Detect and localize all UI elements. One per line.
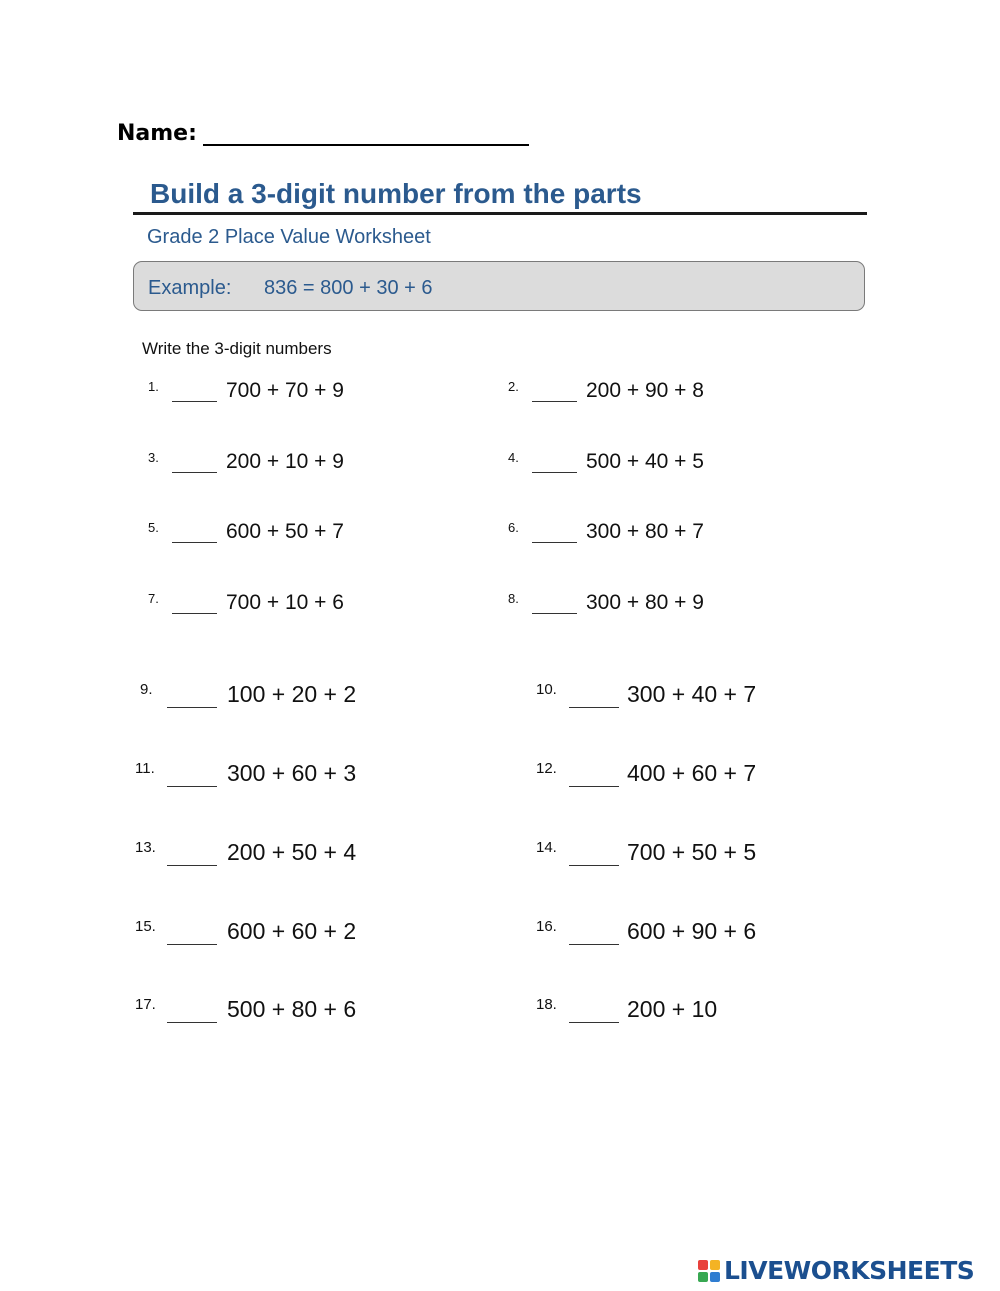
title-divider [133,212,867,215]
answer-blank[interactable] [569,1022,619,1023]
problem-expression: 500 + 80 + 6 [227,996,357,1022]
problem-expression: 600 + 90 + 6 [627,918,757,944]
answer-blank[interactable] [569,865,619,866]
problem-expression: 300 + 80 + 9 [586,591,704,614]
problem-number: 3. [148,450,159,465]
liveworksheets-logo[interactable] [698,1256,974,1285]
problem-number: 8. [508,591,519,606]
example-label: Example: [148,277,232,299]
problem-expression: 700 + 50 + 5 [627,839,757,865]
problem-expression: 100 + 20 + 2 [227,681,357,707]
name-label: Name: [117,121,197,146]
problem-number: 2. [508,379,519,394]
problem-expression: 300 + 80 + 7 [586,520,704,543]
problem-expression: 500 + 40 + 5 [586,450,704,473]
instructions: Write the 3-digit numbers [142,339,332,358]
problem-number: 10. [536,681,557,698]
problem-number: 7. [148,591,159,606]
problem-number: 18. [536,996,557,1013]
answer-blank[interactable] [569,707,619,708]
problem-number: 14. [536,839,557,856]
answer-blank[interactable] [172,401,217,402]
problem-expression: 200 + 10 [627,996,718,1022]
problem-number: 16. [536,918,557,935]
problem-expression: 300 + 40 + 7 [627,681,757,707]
worksheet-title: Build a 3-digit number from the parts [150,178,642,209]
problem-expression: 300 + 60 + 3 [227,760,357,786]
problem-number: 4. [508,450,519,465]
problem-expression: 400 + 60 + 7 [627,760,757,786]
problem-expression: 600 + 60 + 2 [227,918,357,944]
problem-expression: 700 + 70 + 9 [226,379,344,402]
answer-blank[interactable] [569,944,619,945]
answer-blank[interactable] [167,1022,217,1023]
answer-blank[interactable] [532,542,577,543]
problem-expression: 200 + 10 + 9 [226,450,344,473]
name-blank[interactable] [203,118,529,146]
answer-blank[interactable] [569,786,619,787]
problem-number: 15. [135,918,156,935]
problem-expression: 200 + 90 + 8 [586,379,704,402]
problem-expression: 200 + 50 + 4 [227,839,357,865]
answer-blank[interactable] [532,401,577,402]
problem-number: 9. [140,681,153,698]
worksheet-subtitle: Grade 2 Place Value Worksheet [147,226,431,248]
problem-number: 6. [508,520,519,535]
problem-number: 5. [148,520,159,535]
answer-blank[interactable] [167,786,217,787]
example-expression: 836 = 800 + 30 + 6 [264,277,433,299]
answer-blank[interactable] [172,613,217,614]
problem-expression: 600 + 50 + 7 [226,520,344,543]
example-box [133,261,865,311]
answer-blank[interactable] [167,707,217,708]
answer-blank[interactable] [172,472,217,473]
problem-number: 1. [148,379,159,394]
problem-number: 12. [536,760,557,777]
problem-number: 11. [135,760,155,777]
answer-blank[interactable] [167,944,217,945]
answer-blank[interactable] [172,542,217,543]
logo-text: LIVEWORKSHEETS [724,1256,975,1285]
name-field [117,118,529,146]
problem-number: 13. [135,839,156,856]
answer-blank[interactable] [167,865,217,866]
problem-number: 17. [135,996,156,1013]
answer-blank[interactable] [532,613,577,614]
problem-expression: 700 + 10 + 6 [226,591,344,614]
answer-blank[interactable] [532,472,577,473]
liveworksheets-logo-icon [698,1260,720,1282]
